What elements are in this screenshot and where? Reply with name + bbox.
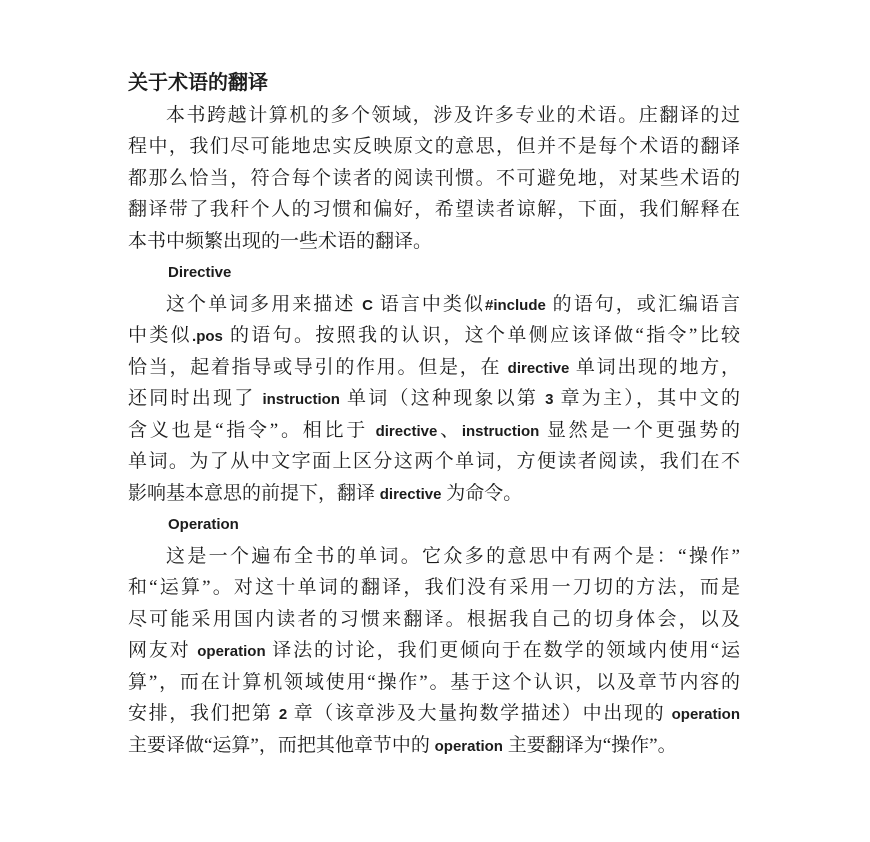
text-line	[128, 163, 740, 195]
text-segment: 主要译做“运算”，而把其他章节中的	[128, 734, 435, 756]
text-segment: 本书跨越计算机的多个领域，涉及许多专业的术语。庄翻译的过	[166, 104, 740, 126]
term-bold: C	[362, 296, 373, 314]
term-bold: .pos	[192, 328, 223, 345]
text-line	[128, 320, 740, 352]
term-bold: directive	[507, 359, 570, 377]
text-segment: 网友对	[128, 640, 198, 661]
term-bold: 2	[278, 706, 288, 723]
text-segment: 的语句，或汇编语言	[545, 293, 740, 315]
term-bold: directive	[375, 422, 438, 440]
text-line	[128, 446, 740, 478]
text-segment: 的语句。按照我的认识，这个单侧应该译做“指令”比较	[222, 325, 740, 346]
term-bold: operation	[671, 706, 740, 723]
text-line	[128, 541, 740, 573]
text-line	[128, 194, 740, 226]
text-segment: 译法的讨论，我们更倾向于在数学的领域内使用“运	[265, 640, 740, 661]
text-line	[128, 352, 740, 384]
text-segment: 这个单词多用来描述	[166, 293, 363, 315]
document-page	[128, 68, 740, 761]
text-segment: 本书中频繁出现的一些术语的翻译。	[128, 230, 433, 252]
term-bold: 3	[545, 391, 554, 408]
term-heading: Operation	[168, 516, 239, 533]
text-line	[128, 289, 740, 321]
text-line	[128, 100, 740, 132]
text-segment: 、	[437, 419, 462, 441]
term-bold: operation	[434, 737, 503, 755]
text-line	[128, 698, 740, 730]
doc-title: 关于术语的翻译	[128, 72, 268, 94]
text-segment: 安排，我们把第	[128, 703, 279, 724]
term-bold: operation	[197, 643, 266, 660]
text-segment: 算”，而在计算机领域使用“操作”。基于这个认识，以及章节内容的	[128, 671, 740, 693]
text-segment: 单词。为了从中文字面上区分这两个单词，方便读者阅读，我们在不	[128, 451, 740, 472]
text-line	[128, 604, 740, 636]
text-segment: 都那么恰当，符合每个读者的阅读刊惯。不可避免地，对某些术语的	[128, 167, 740, 189]
text-line	[128, 131, 740, 163]
term-bold: instruction	[461, 422, 540, 440]
text-line	[128, 415, 740, 447]
text-segment: 为命令。	[441, 482, 523, 504]
text-segment: 含义也是“指令”。相比于	[128, 419, 376, 441]
term-bold: #include	[485, 296, 546, 314]
text-segment: 单词（这种现象以第	[339, 388, 546, 409]
text-segment: 这是一个遍布全书的单词。它众多的意思中有两个是：“操作”	[166, 545, 740, 567]
term-bold: directive	[379, 485, 442, 503]
text-segment: 恰当，起着指导或导引的作用。但是，在	[128, 356, 508, 378]
text-segment: 显然是一个更强势的	[539, 419, 740, 441]
term-heading: Directive	[168, 264, 232, 281]
text-segment: 翻译带了我秆个人的习惯和偏好，希望读者谅解，下面，我们解释在	[128, 199, 740, 220]
text-line	[128, 730, 740, 762]
text-segment: 影响基本意思的前提下，翻译	[128, 482, 380, 504]
document-body	[128, 100, 740, 762]
term-bold: instruction	[262, 391, 340, 408]
text-segment: 章（该章涉及大量拘数学描述）中出现的	[287, 703, 672, 724]
text-segment: 尽可能采用国内读者的习惯来翻译。根据我自己的切身体会，以及	[128, 608, 740, 630]
text-segment: 程中，我们尽可能地忠实反映原文的意思，但并不是每个术语的翻译	[128, 136, 740, 157]
text-segment: 中类似	[128, 325, 193, 346]
text-segment: 还同时出现了	[128, 388, 263, 409]
text-line	[128, 667, 740, 699]
text-line	[128, 572, 740, 604]
text-segment: 和“运算”。对这十单词的翻译，我们没有采用一刀切的方法，而是	[128, 577, 740, 598]
text-segment: 章为主），其中文的	[553, 388, 740, 409]
text-segment: 语言中类似	[373, 293, 485, 315]
text-line	[128, 383, 740, 415]
text-segment: 主要翻译为“操作”。	[502, 734, 677, 756]
text-line	[128, 635, 740, 667]
text-line	[128, 478, 740, 510]
text-line	[128, 226, 740, 258]
text-segment: 单词出现的地方，	[569, 356, 740, 378]
